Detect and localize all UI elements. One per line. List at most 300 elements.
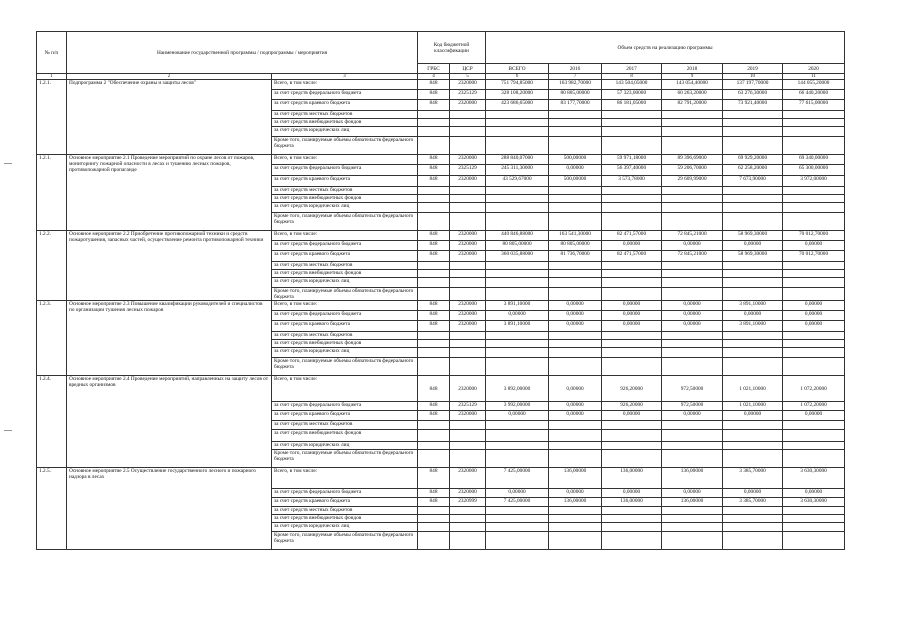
grbs-cell xyxy=(418,507,450,515)
header-program-name: Наименование государственной программы / подпрограммы / мероприятия xyxy=(67,32,418,74)
year-value-cell: 58 969,30000 xyxy=(723,231,783,241)
grbs-cell xyxy=(418,262,450,270)
year-value-cell xyxy=(783,288,845,301)
year-value-cell: 82 471,57000 xyxy=(602,251,662,262)
year-value-cell xyxy=(662,340,723,348)
csr-cell xyxy=(450,187,486,195)
year-value-cell: 59 971,18000 xyxy=(602,155,662,165)
year-value-cell xyxy=(662,262,723,270)
year-value-cell: 69 340,00000 xyxy=(783,155,845,165)
grbs-cell xyxy=(418,523,450,532)
funding-source-label: Всего, в том числе: xyxy=(272,301,418,311)
year-value-cell: 0,00000 xyxy=(662,321,723,332)
total-cell xyxy=(486,348,549,358)
funding-source-label: Кроме того, планируемые объемы обязательств федерального бюджета xyxy=(272,213,418,231)
grbs-cell: 848 xyxy=(418,80,450,90)
column-number: 11 xyxy=(783,74,845,80)
year-value-cell: 144 055,20000 xyxy=(783,80,845,90)
year-value-cell xyxy=(783,442,845,450)
year-value-cell xyxy=(723,332,783,340)
grbs-cell xyxy=(418,137,450,155)
year-value-cell xyxy=(549,213,602,231)
year-value-cell: 0,00000 xyxy=(549,489,602,498)
year-value-cell xyxy=(783,515,845,523)
csr-cell xyxy=(450,523,486,532)
year-value-cell xyxy=(549,127,602,137)
year-value-cell xyxy=(662,532,723,550)
csr-cell: 2320000 xyxy=(450,489,486,498)
csr-cell: 2320000 xyxy=(450,80,486,90)
grbs-cell: 848 xyxy=(418,231,450,241)
total-cell xyxy=(486,332,549,340)
funding-source-label: Всего, в том числе: xyxy=(272,231,418,241)
item-number: 1.2.5. xyxy=(37,468,67,550)
year-value-cell xyxy=(549,348,602,358)
year-value-cell: 0,00000 xyxy=(549,321,602,332)
csr-cell xyxy=(450,430,486,442)
csr-cell: 2320000 xyxy=(450,241,486,251)
year-value-cell xyxy=(549,203,602,213)
total-cell: 7 425,00000 xyxy=(486,498,549,507)
header-num: № п/п xyxy=(37,32,67,74)
total-cell: 7 425,00000 xyxy=(486,468,549,489)
year-value-cell xyxy=(662,523,723,532)
funding-source-label: за счет средств краевого бюджета xyxy=(272,411,418,421)
funding-source-label: за счет средств краевого бюджета xyxy=(272,498,418,507)
total-cell xyxy=(486,288,549,301)
grbs-cell xyxy=(418,270,450,278)
year-value-cell xyxy=(662,195,723,203)
funding-source-label: Всего, в том числе: xyxy=(272,468,418,489)
total-cell xyxy=(486,213,549,231)
funding-source-label: за счет средств внебюджетных фондов xyxy=(272,430,418,442)
total-cell: 3 891,10000 xyxy=(486,301,549,311)
csr-cell: 2320000 xyxy=(450,411,486,421)
year-value-cell xyxy=(602,119,662,127)
grbs-cell xyxy=(418,442,450,450)
csr-cell xyxy=(450,358,486,376)
total-cell xyxy=(486,262,549,270)
year-value-cell: 1 021,10000 xyxy=(723,376,783,402)
year-value-cell: 0,00000 xyxy=(783,241,845,251)
header-year: 2017 xyxy=(602,64,662,74)
csr-cell xyxy=(450,213,486,231)
year-value-cell: 59 206,70000 xyxy=(662,165,723,176)
year-value-cell xyxy=(662,213,723,231)
funding-source-label: за счет средств федерального бюджета xyxy=(272,241,418,251)
csr-cell: 2320999 xyxy=(450,498,486,507)
item-name: Подпрограмма 2 "Обеспечение охраны и защиты лесов" xyxy=(67,80,272,155)
table-row xyxy=(37,155,845,165)
year-value-cell: 926,20000 xyxy=(602,402,662,411)
column-number: 8 xyxy=(602,74,662,80)
grbs-cell: 848 xyxy=(418,90,450,100)
csr-cell: 2320000 xyxy=(450,311,486,321)
item-number: 1.2.1. xyxy=(37,155,67,231)
csr-cell xyxy=(450,340,486,348)
year-value-cell: 0,00000 xyxy=(549,376,602,402)
year-value-cell: 81 736,70000 xyxy=(549,251,602,262)
csr-cell xyxy=(450,515,486,523)
year-value-cell: 136,00000 xyxy=(662,468,723,489)
year-value-cell: 0,00000 xyxy=(783,411,845,421)
total-cell: 0,00000 xyxy=(486,411,549,421)
side-margin-mark-top xyxy=(4,163,12,164)
year-value-cell: 0,00000 xyxy=(723,411,783,421)
year-value-cell xyxy=(602,127,662,137)
year-value-cell xyxy=(723,358,783,376)
year-value-cell: 56 397,40000 xyxy=(602,165,662,176)
funding-source-label: Всего, в том числе: xyxy=(272,376,418,402)
column-number: 7 xyxy=(549,74,602,80)
year-value-cell: 80 805,00000 xyxy=(549,90,602,100)
header-total: ВСЕГО xyxy=(486,64,549,74)
csr-cell: 2320000 xyxy=(450,251,486,262)
year-value-cell xyxy=(549,523,602,532)
year-value-cell: 63 276,30000 xyxy=(723,90,783,100)
grbs-cell: 848 xyxy=(418,165,450,176)
funding-source-label: за счет средств местных бюджетов xyxy=(272,262,418,270)
grbs-cell: 848 xyxy=(418,176,450,187)
table-row xyxy=(37,80,845,90)
total-cell xyxy=(486,358,549,376)
year-value-cell xyxy=(783,137,845,155)
year-value-cell: 0,00000 xyxy=(662,241,723,251)
year-value-cell: 0,00000 xyxy=(662,311,723,321)
year-value-cell: 77 615,00000 xyxy=(783,100,845,111)
csr-cell: 2320000 xyxy=(450,231,486,241)
csr-cell: 2320000 xyxy=(450,468,486,489)
funding-source-label: Кроме того, планируемые объемы обязательств федерального бюджета xyxy=(272,137,418,155)
year-value-cell xyxy=(783,213,845,231)
year-value-cell xyxy=(602,507,662,515)
year-value-cell xyxy=(723,270,783,278)
year-value-cell xyxy=(723,213,783,231)
total-cell xyxy=(486,523,549,532)
grbs-cell xyxy=(418,332,450,340)
grbs-cell: 848 xyxy=(418,251,450,262)
year-value-cell xyxy=(783,430,845,442)
funding-source-label: за счет средств юридических лиц xyxy=(272,523,418,532)
year-value-cell xyxy=(549,288,602,301)
funding-source-label: за счет средств федерального бюджета xyxy=(272,311,418,321)
year-value-cell: 0,00000 xyxy=(549,165,602,176)
header-year: 2020 xyxy=(783,64,845,74)
year-value-cell: 163 982,70000 xyxy=(549,80,602,90)
header-year: 2019 xyxy=(723,64,783,74)
item-number: 1.2.2. xyxy=(37,231,67,301)
funding-source-label: за счет средств внебюджетных фондов xyxy=(272,195,418,203)
year-value-cell xyxy=(723,195,783,203)
grbs-cell xyxy=(418,203,450,213)
funding-source-label: за счет средств местных бюджетов xyxy=(272,111,418,119)
year-value-cell xyxy=(783,450,845,468)
total-cell: 360 035,88000 xyxy=(486,251,549,262)
column-number: 6 xyxy=(486,74,549,80)
year-value-cell: 0,00000 xyxy=(723,241,783,251)
grbs-cell: 848 xyxy=(418,321,450,332)
grbs-cell xyxy=(418,187,450,195)
total-cell xyxy=(486,203,549,213)
year-value-cell: 60 263,20000 xyxy=(662,90,723,100)
year-value-cell xyxy=(662,278,723,288)
funding-source-label: за счет средств юридических лиц xyxy=(272,127,418,137)
year-value-cell xyxy=(602,358,662,376)
year-value-cell xyxy=(602,348,662,358)
year-value-cell xyxy=(783,187,845,195)
year-value-cell: 65 300,00000 xyxy=(783,165,845,176)
total-cell xyxy=(486,137,549,155)
year-value-cell: 1 072,20000 xyxy=(783,376,845,402)
year-value-cell: 3 385,70000 xyxy=(723,468,783,489)
year-value-cell xyxy=(662,187,723,195)
year-value-cell: 0,00000 xyxy=(783,311,845,321)
csr-cell xyxy=(450,348,486,358)
year-value-cell xyxy=(783,278,845,288)
year-value-cell xyxy=(602,278,662,288)
year-value-cell: 89 396,69000 xyxy=(662,155,723,165)
year-value-cell: 0,00000 xyxy=(662,301,723,311)
year-value-cell: 163 541,30000 xyxy=(549,231,602,241)
year-value-cell: 62 258,20000 xyxy=(723,165,783,176)
year-value-cell xyxy=(662,111,723,119)
header-grbs: ГРБС xyxy=(418,64,450,74)
funding-source-label: за счет средств юридических лиц xyxy=(272,278,418,288)
year-value-cell xyxy=(549,450,602,468)
csr-cell xyxy=(450,421,486,430)
total-cell: 0,00000 xyxy=(486,311,549,321)
funding-source-label: за счет средств краевого бюджета xyxy=(272,176,418,187)
csr-cell xyxy=(450,111,486,119)
total-cell xyxy=(486,111,549,119)
grbs-cell: 848 xyxy=(418,301,450,311)
year-value-cell xyxy=(662,127,723,137)
csr-cell: 2320000 xyxy=(450,376,486,402)
grbs-cell: 848 xyxy=(418,489,450,498)
table-row xyxy=(37,231,845,241)
item-name: Основное мероприятие 2.2 Приобретение противопожарной техники и средств пожаротушения, запасных частей, осуществление ремонта противопожарной техники xyxy=(67,231,272,301)
csr-cell: 2325129 xyxy=(450,402,486,411)
year-value-cell: 3 573,78000 xyxy=(602,176,662,187)
year-value-cell xyxy=(549,187,602,195)
total-cell: 328 108,20000 xyxy=(486,90,549,100)
total-cell: 3 891,10000 xyxy=(486,321,549,332)
year-value-cell xyxy=(662,358,723,376)
year-value-cell: 0,00000 xyxy=(783,301,845,311)
total-cell xyxy=(486,515,549,523)
total-cell: 43 529,67000 xyxy=(486,176,549,187)
grbs-cell xyxy=(418,450,450,468)
funding-source-label: за счет средств внебюджетных фондов xyxy=(272,119,418,127)
year-value-cell xyxy=(723,187,783,195)
grbs-cell xyxy=(418,195,450,203)
column-number: 2 xyxy=(67,74,272,80)
total-cell: 3 992,00000 xyxy=(486,402,549,411)
year-value-cell: 72 845,21000 xyxy=(662,231,723,241)
year-value-cell xyxy=(662,270,723,278)
year-value-cell: 0,00000 xyxy=(602,311,662,321)
year-value-cell xyxy=(783,127,845,137)
csr-cell xyxy=(450,442,486,450)
total-cell xyxy=(486,532,549,550)
csr-cell: 2320000 xyxy=(450,155,486,165)
item-name: Основное мероприятие 2.1 Проведение мероприятий по охране лесов от пожаров, мониторингу пожарной опасности в лесах и тушению лесных пожаров, противопожарной пропаганде xyxy=(67,155,272,231)
year-value-cell xyxy=(549,340,602,348)
grbs-cell: 848 xyxy=(418,411,450,421)
grbs-cell xyxy=(418,340,450,348)
csr-cell xyxy=(450,532,486,550)
year-value-cell xyxy=(723,442,783,450)
year-value-cell: 137 197,70000 xyxy=(723,80,783,90)
funding-source-label: Кроме того, планируемые объемы обязательств федерального бюджета xyxy=(272,450,418,468)
csr-cell: 2325129 xyxy=(450,90,486,100)
year-value-cell: 70 012,70000 xyxy=(783,231,845,241)
funding-source-label: за счет средств внебюджетных фондов xyxy=(272,270,418,278)
header-year: 2016 xyxy=(549,64,602,74)
year-value-cell xyxy=(662,450,723,468)
grbs-cell xyxy=(418,532,450,550)
year-value-cell xyxy=(549,421,602,430)
total-cell: 0,00000 xyxy=(486,489,549,498)
year-value-cell: 1 021,10000 xyxy=(723,402,783,411)
year-value-cell: 72 845,21000 xyxy=(662,251,723,262)
year-value-cell xyxy=(662,137,723,155)
grbs-cell xyxy=(418,430,450,442)
year-value-cell: 3 972,00000 xyxy=(783,176,845,187)
year-value-cell xyxy=(662,430,723,442)
year-value-cell xyxy=(783,195,845,203)
total-cell xyxy=(486,507,549,515)
year-value-cell xyxy=(549,111,602,119)
year-value-cell xyxy=(723,450,783,468)
year-value-cell: 3 630,30000 xyxy=(783,468,845,489)
year-value-cell: 0,00000 xyxy=(723,311,783,321)
year-value-cell xyxy=(549,442,602,450)
column-number: 9 xyxy=(662,74,723,80)
budget-table xyxy=(36,31,845,550)
funding-source-label: за счет средств юридических лиц xyxy=(272,203,418,213)
side-margin-mark-bottom xyxy=(4,430,12,431)
grbs-cell xyxy=(418,348,450,358)
total-cell xyxy=(486,421,549,430)
year-value-cell xyxy=(783,111,845,119)
year-value-cell xyxy=(662,348,723,358)
year-value-cell xyxy=(783,332,845,340)
year-value-cell: 136,00000 xyxy=(602,498,662,507)
year-value-cell xyxy=(662,515,723,523)
table-row xyxy=(37,468,845,489)
year-value-cell: 0,00000 xyxy=(783,321,845,332)
total-cell: 751 794,85000 xyxy=(486,80,549,90)
year-value-cell: 0,00000 xyxy=(662,489,723,498)
year-value-cell xyxy=(602,523,662,532)
year-value-cell xyxy=(723,127,783,137)
year-value-cell xyxy=(602,203,662,213)
year-value-cell: 58 969,30000 xyxy=(723,251,783,262)
csr-cell xyxy=(450,450,486,468)
funding-source-label: за счет средств федерального бюджета xyxy=(272,402,418,411)
csr-cell xyxy=(450,203,486,213)
funding-source-label: за счет средств местных бюджетов xyxy=(272,187,418,195)
year-value-cell: 0,00000 xyxy=(662,411,723,421)
year-value-cell: 500,00000 xyxy=(549,155,602,165)
funding-source-label: за счет средств федерального бюджета xyxy=(272,165,418,176)
year-value-cell xyxy=(783,358,845,376)
year-value-cell xyxy=(549,507,602,515)
header-csr: ЦСР xyxy=(450,64,486,74)
funding-source-label: за счет средств юридических лиц xyxy=(272,348,418,358)
year-value-cell xyxy=(783,532,845,550)
year-value-cell: 926,20000 xyxy=(602,376,662,402)
year-value-cell: 3 891,10000 xyxy=(723,321,783,332)
year-value-cell: 143 504,05000 xyxy=(602,80,662,90)
year-value-cell xyxy=(723,532,783,550)
year-value-cell xyxy=(723,278,783,288)
year-value-cell: 143 054,40000 xyxy=(662,80,723,90)
year-value-cell xyxy=(723,111,783,119)
funding-source-label: Всего, в том числе: xyxy=(272,155,418,165)
year-value-cell: 0,00000 xyxy=(549,311,602,321)
grbs-cell: 848 xyxy=(418,311,450,321)
item-number: 1.2.3. xyxy=(37,301,67,376)
funding-source-label: Всего, в том числе: xyxy=(272,80,418,90)
year-value-cell xyxy=(662,203,723,213)
funding-source-label: Кроме того, планируемые объемы обязательств федерального бюджета xyxy=(272,288,418,301)
total-cell: 440 846,88000 xyxy=(486,231,549,241)
year-value-cell xyxy=(602,262,662,270)
funding-source-label: за счет средств местных бюджетов xyxy=(272,507,418,515)
year-value-cell xyxy=(602,288,662,301)
funding-source-label: за счет средств юридических лиц xyxy=(272,442,418,450)
year-value-cell xyxy=(602,515,662,523)
year-value-cell xyxy=(602,430,662,442)
total-cell xyxy=(486,450,549,468)
year-value-cell xyxy=(602,340,662,348)
year-value-cell xyxy=(662,288,723,301)
total-cell: 423 686,65000 xyxy=(486,100,549,111)
year-value-cell xyxy=(602,111,662,119)
year-value-cell xyxy=(783,340,845,348)
grbs-cell xyxy=(418,213,450,231)
year-value-cell: 86 181,05000 xyxy=(602,100,662,111)
year-value-cell xyxy=(549,332,602,340)
year-value-cell xyxy=(602,195,662,203)
year-value-cell: 0,00000 xyxy=(549,301,602,311)
year-value-cell xyxy=(783,523,845,532)
year-value-cell xyxy=(662,332,723,340)
year-value-cell xyxy=(662,442,723,450)
year-value-cell: 0,00000 xyxy=(602,301,662,311)
year-value-cell: 73 921,40000 xyxy=(723,100,783,111)
total-cell xyxy=(486,340,549,348)
year-value-cell xyxy=(549,532,602,550)
csr-cell: 2325129 xyxy=(450,165,486,176)
total-cell: 288 840,07000 xyxy=(486,155,549,165)
grbs-cell: 848 xyxy=(418,241,450,251)
year-value-cell xyxy=(783,348,845,358)
grbs-cell xyxy=(418,288,450,301)
funding-source-label: за счет средств краевого бюджета xyxy=(272,321,418,332)
total-cell xyxy=(486,195,549,203)
funding-source-label: за счет средств краевого бюджета xyxy=(272,251,418,262)
year-value-cell: 0,00000 xyxy=(602,241,662,251)
year-value-cell xyxy=(723,523,783,532)
year-value-cell: 57 323,00000 xyxy=(602,90,662,100)
year-value-cell: 3 630,30000 xyxy=(783,498,845,507)
year-value-cell xyxy=(662,421,723,430)
year-value-cell xyxy=(723,119,783,127)
year-value-cell: 0,00000 xyxy=(602,321,662,332)
